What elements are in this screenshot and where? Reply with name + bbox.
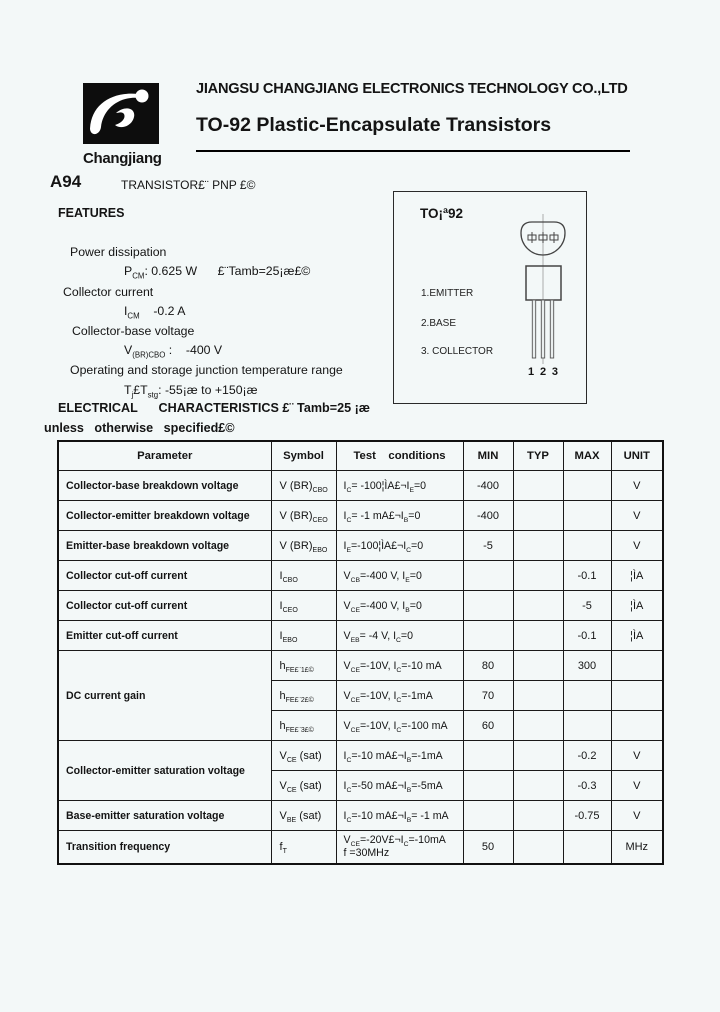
param-cell: DC current gain bbox=[58, 651, 271, 741]
typ-cell bbox=[513, 531, 563, 561]
feature-value: $P_{CM}$: 0.625 W £¨Tamb=25¡æ£© bbox=[124, 264, 311, 281]
typ-cell bbox=[513, 591, 563, 621]
feature-value: $V_{(BR)CBO}$ : -400 V bbox=[124, 343, 223, 360]
typ-cell bbox=[513, 651, 563, 681]
max-cell: -0.1 bbox=[563, 561, 611, 591]
symbol-cell: V $(BR)_{CEO}$ bbox=[271, 501, 336, 531]
pin-label-emitter: 1.EMITTER bbox=[421, 288, 474, 299]
min-cell bbox=[463, 591, 513, 621]
cond-cell: $I_C=$ $-100¦ÌA£\neg I_E=0$ bbox=[336, 471, 463, 501]
title-underline bbox=[196, 150, 630, 152]
cond-cell: $V_{CE}=-10V$, $I_C=-100$ mA bbox=[336, 711, 463, 741]
symbol-cell: V $(BR)_{CBO}$ bbox=[271, 471, 336, 501]
table-row bbox=[58, 651, 663, 681]
unit-cell: ¦ÌA bbox=[611, 621, 663, 651]
max-cell bbox=[563, 831, 611, 865]
pin-number-3: 3 bbox=[551, 366, 558, 378]
min-cell: -5 bbox=[463, 531, 513, 561]
table-row bbox=[58, 471, 663, 501]
feature-value: $I_{CM}$ -0.2 A bbox=[124, 304, 186, 321]
min-cell: 50 bbox=[463, 831, 513, 865]
company-logo bbox=[83, 83, 162, 167]
unit-cell: V bbox=[611, 501, 663, 531]
table-row bbox=[58, 831, 663, 865]
package-box bbox=[393, 191, 587, 404]
feature-value: $T_j£T_{stg}$: -55¡æ to +150¡æ bbox=[124, 383, 258, 400]
param-cell: Collector-base breakdown voltage bbox=[58, 471, 271, 501]
column-header-typ: TYP bbox=[513, 441, 563, 471]
symbol-cell: $h_{FE£¨3£©}$ bbox=[271, 711, 336, 741]
table-row bbox=[58, 501, 663, 531]
unit-cell: ¦ÌA bbox=[611, 561, 663, 591]
typ-cell bbox=[513, 681, 563, 711]
pin-label-base: 2.BASE bbox=[421, 318, 457, 329]
table-row bbox=[58, 801, 663, 831]
max-cell bbox=[563, 501, 611, 531]
cond-cell: $I_C=-50$ $mA£\neg I_B=-5mA$ bbox=[336, 771, 463, 801]
changjiang-logo-icon bbox=[83, 83, 159, 144]
typ-cell bbox=[513, 831, 563, 865]
typ-cell bbox=[513, 501, 563, 531]
param-cell: Collector-emitter saturation voltage bbox=[58, 741, 271, 801]
unit-cell bbox=[611, 651, 663, 681]
column-header-max: MAX bbox=[563, 441, 611, 471]
company-name: JIANGSU CHANGJIANG ELECTRONICS TECHNOLOGY CO.,LTD bbox=[196, 81, 628, 97]
logo-caption: Changjiang bbox=[83, 150, 162, 167]
max-cell bbox=[563, 531, 611, 561]
min-cell: 80 bbox=[463, 651, 513, 681]
min-cell bbox=[463, 801, 513, 831]
unit-cell bbox=[611, 681, 663, 711]
max-cell: -0.3 bbox=[563, 771, 611, 801]
cond-cell bbox=[336, 831, 463, 865]
feature-label: Power dissipation bbox=[70, 245, 167, 259]
symbol-cell: $V_{BE}$ (sat) bbox=[271, 801, 336, 831]
min-cell bbox=[463, 771, 513, 801]
cond-cell: $I_E=-100¦ÌA£\neg I_C=0$ bbox=[336, 531, 463, 561]
part-number: A94 bbox=[50, 172, 82, 191]
param-cell: Collector-emitter breakdown voltage bbox=[58, 501, 271, 531]
table-header-row bbox=[58, 441, 663, 471]
feature-label: Collector current bbox=[63, 285, 154, 299]
cond-cell: $V_{CE}=-10V$, $I_C=-1mA$ bbox=[336, 681, 463, 711]
unit-cell: V bbox=[611, 771, 663, 801]
cond-cell: $V_{CE}=-400$ V, $I_B=0$ bbox=[336, 591, 463, 621]
max-cell: -0.2 bbox=[563, 741, 611, 771]
min-cell: -400 bbox=[463, 501, 513, 531]
cond-cell: $I_C=-10$ $mA£\neg I_B= -1$ mA bbox=[336, 801, 463, 831]
spec-table bbox=[57, 440, 664, 865]
column-header-min: MIN bbox=[463, 441, 513, 471]
symbol-cell: $I_{CEO}$ bbox=[271, 591, 336, 621]
param-cell: Emitter cut-off current bbox=[58, 621, 271, 651]
typ-cell bbox=[513, 621, 563, 651]
table-row bbox=[58, 621, 663, 651]
part-type: TRANSISTOR£¨ PNP £© bbox=[121, 178, 256, 192]
feature-label: Collector-base voltage bbox=[72, 324, 195, 338]
electrical-heading-line1: ELECTRICAL CHARACTERISTICS £¨ Tamb=25 ¡æ bbox=[58, 401, 370, 415]
table-row bbox=[58, 741, 663, 771]
typ-cell bbox=[513, 561, 563, 591]
unit-cell: MHz bbox=[611, 831, 663, 865]
max-cell bbox=[563, 471, 611, 501]
symbol-cell: V $(BR)_{EBO}$ bbox=[271, 531, 336, 561]
unit-cell: ¦ÌA bbox=[611, 591, 663, 621]
param-cell: Base-emitter saturation voltage bbox=[58, 801, 271, 831]
cond-cell: $I_C= -1$ $mA£\neg I_B=0$ bbox=[336, 501, 463, 531]
max-cell: 300 bbox=[563, 651, 611, 681]
table-row bbox=[58, 591, 663, 621]
param-cell: Transition frequency bbox=[58, 831, 271, 865]
pin-number-1: 1 bbox=[528, 366, 535, 378]
cond-cell: $V_{CB}=-400$ V, $I_E=0$ bbox=[336, 561, 463, 591]
package-name: TO¡ª92 bbox=[420, 206, 464, 221]
column-header-conditions: Test conditions bbox=[336, 441, 463, 471]
table-row bbox=[58, 531, 663, 561]
max-cell bbox=[563, 681, 611, 711]
unit-cell bbox=[611, 711, 663, 741]
min-cell bbox=[463, 561, 513, 591]
symbol-cell: $V_{CE}$ (sat) bbox=[271, 771, 336, 801]
pin-number-2: 2 bbox=[539, 366, 547, 378]
pin-numbers bbox=[528, 366, 558, 378]
param-cell: Collector cut-off current bbox=[58, 591, 271, 621]
unit-cell: V bbox=[611, 531, 663, 561]
symbol-cell: $V_{CE}$ (sat) bbox=[271, 741, 336, 771]
unit-cell: V bbox=[611, 801, 663, 831]
symbol-cell: $h_{FE£¨2£©}$ bbox=[271, 681, 336, 711]
typ-cell bbox=[513, 711, 563, 741]
param-cell: Collector cut-off current bbox=[58, 561, 271, 591]
symbol-cell: $h_{FE£¨1£©}$ bbox=[271, 651, 336, 681]
max-cell: -0.1 bbox=[563, 621, 611, 651]
pin-label-collector: 3. COLLECTOR bbox=[421, 346, 494, 357]
min-cell: 70 bbox=[463, 681, 513, 711]
cond-cell: $V_{CE}=-10V$, $I_C=-10$ mA bbox=[336, 651, 463, 681]
features-heading: FEATURES bbox=[58, 206, 125, 220]
typ-cell bbox=[513, 771, 563, 801]
table-row bbox=[58, 561, 663, 591]
min-cell bbox=[463, 621, 513, 651]
unit-cell: V bbox=[611, 741, 663, 771]
max-cell bbox=[563, 711, 611, 741]
cond-cell: $V_{EB}= -4$ V, $I_C=0$ bbox=[336, 621, 463, 651]
cond-cell: $I_C=-10$ $mA£\neg I_B=-1mA$ bbox=[336, 741, 463, 771]
min-cell bbox=[463, 741, 513, 771]
typ-cell bbox=[513, 471, 563, 501]
cond-text: $V_{CE}=-20V£\neg I_C=-10mA$ f =30MHz bbox=[343, 834, 446, 859]
min-cell: -400 bbox=[463, 471, 513, 501]
unit-cell: V bbox=[611, 471, 663, 501]
symbol-cell: $I_{EBO}$ bbox=[271, 621, 336, 651]
typ-cell bbox=[513, 801, 563, 831]
min-cell: 60 bbox=[463, 711, 513, 741]
param-cell: Emitter-base breakdown voltage bbox=[58, 531, 271, 561]
symbol-cell: $I_{CBO}$ bbox=[271, 561, 336, 591]
feature-label: Operating and storage junction temperature range bbox=[70, 363, 343, 377]
max-cell: -5 bbox=[563, 591, 611, 621]
column-header-unit: UNIT bbox=[611, 441, 663, 471]
page-title: TO-92 Plastic-Encapsulate Transistors bbox=[196, 114, 552, 136]
max-cell: -0.75 bbox=[563, 801, 611, 831]
column-header-parameter: Parameter bbox=[58, 441, 271, 471]
column-header-symbol: Symbol bbox=[271, 441, 336, 471]
symbol-cell: $f_T$ bbox=[271, 831, 336, 865]
typ-cell bbox=[513, 741, 563, 771]
electrical-heading-line2: unless otherwise specified£© bbox=[44, 421, 235, 435]
